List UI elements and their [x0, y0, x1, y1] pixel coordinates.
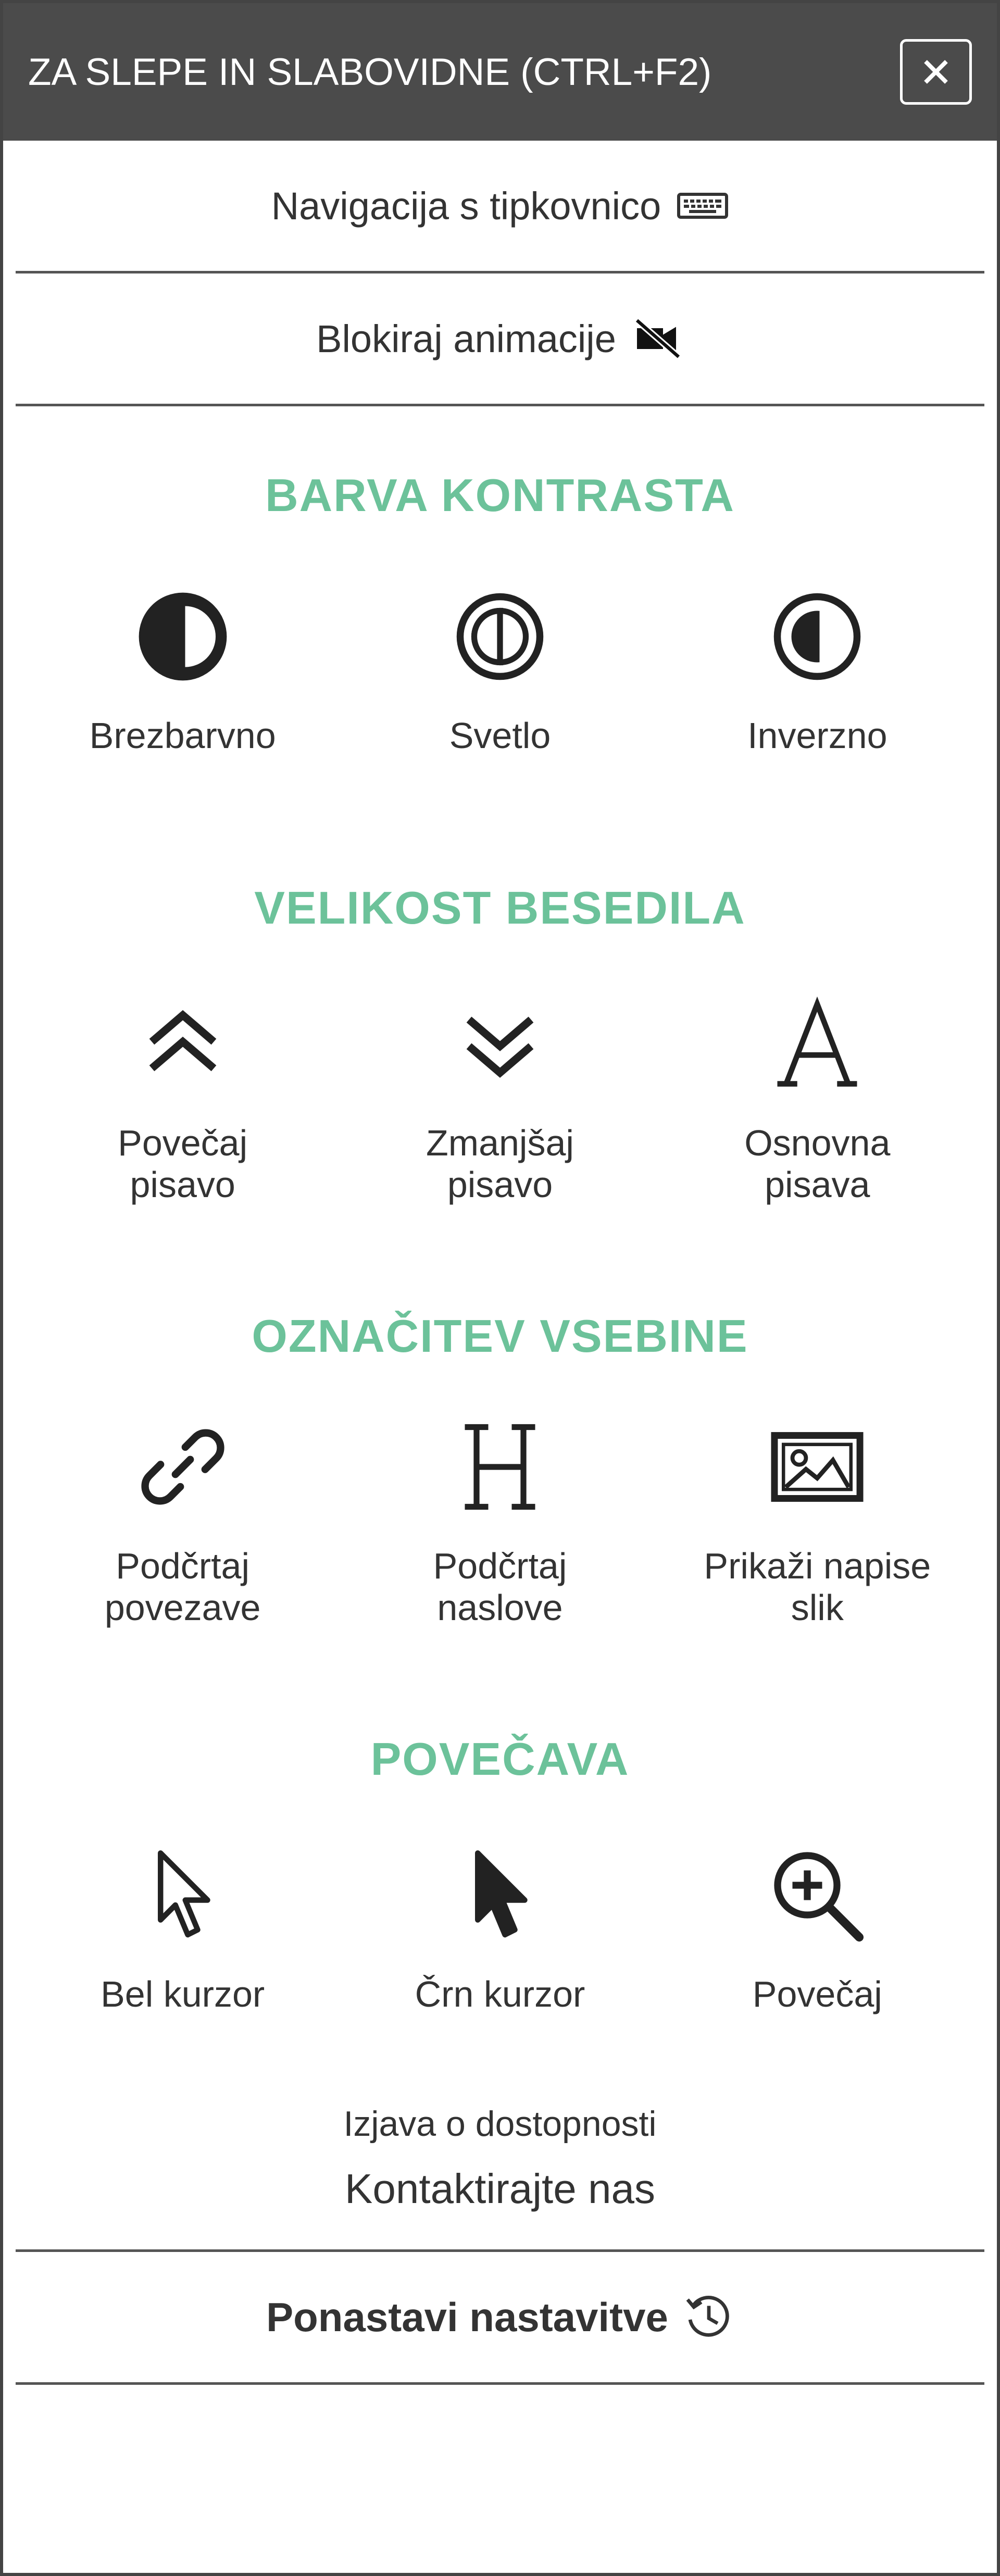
panel-header: [3, 3, 997, 141]
double-chevron-down-icon: [456, 1005, 544, 1083]
contrast-monochrome-label: Brezbarvno: [89, 715, 276, 756]
increase-font-option[interactable]: [47, 992, 318, 1205]
underline-links-label: Podčrtaj povezave: [104, 1546, 261, 1628]
font-a-icon: [773, 994, 861, 1093]
underline-headings-option[interactable]: [365, 1415, 635, 1628]
section-title-contrast: BARVA KONTRASTA: [265, 469, 735, 521]
footer-links: [3, 2104, 997, 2213]
black-cursor-icon: [461, 1846, 539, 1945]
contrast-inverse-option[interactable]: [682, 584, 953, 756]
double-chevron-up-icon: [139, 1005, 227, 1083]
text-size-options: [3, 992, 997, 1205]
contrast-monochrome-option[interactable]: [47, 584, 318, 756]
decrease-font-option[interactable]: [365, 992, 635, 1205]
decrease-font-label: Zmanjšaj pisavo: [426, 1123, 574, 1205]
underline-headings-label: Podčrtaj naslove: [433, 1546, 567, 1628]
contrast-inverse-label: Inverzno: [747, 715, 888, 756]
zoom-in-icon: [768, 1846, 867, 1945]
magnification-options: [3, 1843, 997, 2015]
content-marking-options: [3, 1415, 997, 1628]
keyboard-navigation-label: Navigacija s tipkovnico: [271, 184, 661, 228]
black-cursor-label: Črn kurzor: [415, 1974, 585, 2014]
contrast-light-icon: [453, 590, 547, 683]
black-cursor-option[interactable]: [365, 1843, 635, 2015]
panel-title: ZA SLEPE IN SLABOVIDNE (CTRL+F2): [28, 51, 712, 93]
underline-links-option[interactable]: [47, 1415, 318, 1628]
contrast-inverse-icon: [770, 590, 864, 683]
block-animations-option[interactable]: [16, 273, 984, 406]
increase-font-label: Povečaj pisavo: [118, 1123, 248, 1205]
section-title-text-size: VELIKOST BESEDILA: [254, 882, 746, 934]
zoom-in-label: Povečaj: [752, 1974, 882, 2014]
contrast-monochrome-icon: [136, 590, 230, 683]
section-title-magnification: POVEČAVA: [370, 1733, 630, 1785]
link-icon: [133, 1417, 232, 1516]
keyboard-navigation-option[interactable]: [16, 141, 984, 273]
show-image-captions-label: Prikaži napise slik: [704, 1546, 931, 1628]
contrast-light-label: Svetlo: [449, 715, 551, 756]
white-cursor-label: Bel kurzor: [101, 1974, 265, 2014]
white-cursor-icon: [144, 1846, 222, 1945]
reset-settings-label: Ponastavi nastavitve: [266, 2294, 668, 2340]
default-font-option[interactable]: [682, 992, 953, 1205]
section-title-content-marking: OZNAČITEV VSEBINE: [252, 1310, 748, 1362]
accessibility-statement-link[interactable]: Izjava o dostopnosti: [343, 2104, 657, 2144]
zoom-in-option[interactable]: [682, 1843, 953, 2015]
heading-h-icon: [453, 1417, 547, 1516]
block-animations-label: Blokiraj animacije: [316, 317, 616, 360]
history-icon: [684, 2292, 734, 2342]
close-icon: [920, 56, 952, 88]
default-font-label: Osnovna pisava: [744, 1123, 891, 1205]
contrast-light-option[interactable]: [365, 584, 635, 756]
show-image-captions-option[interactable]: [682, 1415, 953, 1628]
close-button[interactable]: [900, 39, 972, 105]
reset-settings-button[interactable]: [16, 2249, 984, 2385]
contact-us-link[interactable]: Kontaktirajte nas: [345, 2166, 655, 2212]
keyboard-icon: [677, 190, 729, 221]
video-off-icon: [632, 318, 684, 359]
contrast-options: [3, 584, 997, 756]
white-cursor-option[interactable]: [47, 1843, 318, 2015]
image-icon: [768, 1425, 867, 1509]
